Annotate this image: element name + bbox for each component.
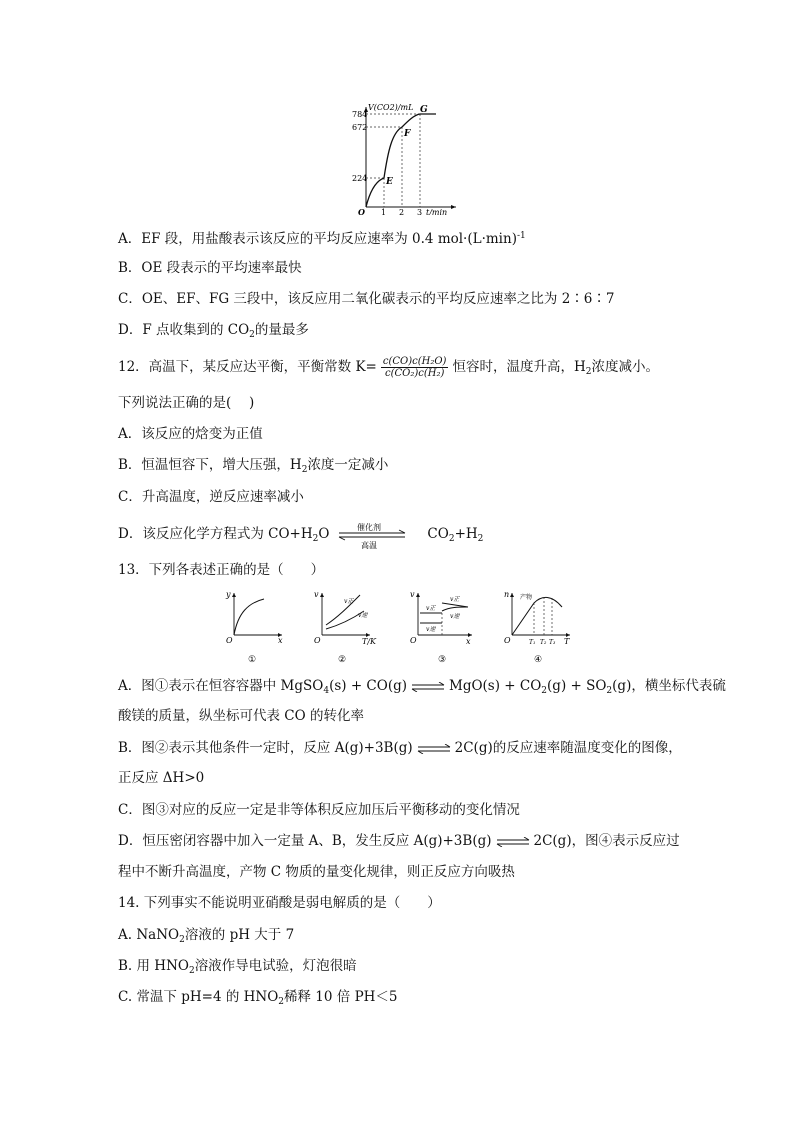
svg-text:催化剂: 催化剂 [357, 522, 382, 532]
equilibrium-arrow [417, 744, 451, 754]
point-g: G [420, 105, 428, 115]
point-e: E [386, 177, 393, 187]
q13-option-b-line2: 正反应 ΔH>0 [118, 770, 205, 786]
graph-2 [314, 590, 377, 665]
svg-text:T/K: T/K [362, 637, 377, 646]
q12-option-c: C．升高温度，逆反应速率减小 [118, 489, 304, 505]
svg-text:v正: v正 [450, 596, 460, 603]
svg-text:y: y [226, 590, 231, 599]
svg-text:v: v [410, 590, 415, 599]
q14-option-a: A. NaNO$_2$溶液的 pH 大于 7 [118, 927, 295, 945]
origin-label: O [358, 207, 365, 215]
graph-1 [225, 590, 283, 665]
svg-text:T₁: T₁ [529, 639, 536, 646]
svg-text:v: v [314, 590, 319, 599]
q13-graphs [222, 587, 584, 667]
svg-text:x: x [466, 637, 471, 646]
q13-option-c: C．图③对应的反应一定是非等体积反应加压后平衡移动的变化情况 [118, 802, 520, 818]
svg-text:v逆: v逆 [450, 613, 460, 620]
equilibrium-arrow [411, 682, 445, 692]
svg-text:高温: 高温 [361, 540, 378, 550]
equilibrium-constant-fraction: $\frac{\text{c(CO)c(H₂O)}}{\text{c(CO₂)c(H₂)}}$ [382, 356, 447, 379]
svg-text:n: n [504, 590, 510, 599]
svg-text:O: O [314, 636, 321, 645]
graph-1-label: ① [248, 655, 257, 665]
svg-text:O: O [226, 636, 233, 645]
q13-option-a-line1: A．图①表示在恒容容器中 MgSO$_4$(s) + CO(g) $MgO(s) + CO_2(g) + SO_2(g)$，横坐标代表硫 [118, 678, 726, 696]
x-tick-1: 1 [381, 208, 387, 215]
svg-text:v逆: v逆 [358, 612, 368, 619]
q11-option-d: D．F 点收集到的 $CO_2$的量最多 [118, 322, 309, 340]
svg-text:T: T [564, 637, 570, 646]
q13-stem: 13．下列各表述正确的是（ ） [118, 562, 325, 578]
graph-4 [504, 590, 570, 665]
svg-text:T₂: T₂ [540, 639, 547, 646]
y-tick-784: 784 [352, 110, 368, 119]
x-axis-label: t/min [426, 208, 448, 215]
svg-text:v正: v正 [426, 605, 436, 612]
svg-text:O: O [410, 636, 417, 645]
q13-option-d-line2: 程中不断升高温度，产物 C 物质的量变化规律，则正反应方向吸热 [118, 864, 515, 880]
x-tick-3: 3 [417, 208, 423, 215]
q12-option-b: B．恒温恒容下，增大压强，$H_2$浓度一定减小 [118, 457, 389, 475]
graph-3 [410, 590, 472, 665]
q12-stem-line2: 下列说法正确的是( ) [118, 395, 255, 411]
svg-text:v正: v正 [344, 598, 354, 605]
q13-option-d-line1: D．恒压密闭容器中加入一定量 A、B，发生反应 A(g)+3B(g) 2C(g)，图④表示反应过 [118, 833, 680, 849]
q13-option-a-line2: 酸镁的质量，纵坐标可代表 CO 的转化率 [118, 708, 364, 724]
svg-text:T₃: T₃ [549, 639, 556, 646]
q14-option-b: B. 用 $HNO_2$溶液作导电试验，灯泡很暗 [118, 958, 357, 976]
y-axis-label: V(CO2)/mL [368, 103, 414, 112]
q11-option-b: B．OE 段表示的平均速率最快 [118, 260, 302, 276]
graph-3-label: ③ [438, 655, 447, 665]
graph-2-label: ② [338, 655, 347, 665]
q12-option-a: A．该反应的焓变为正值 [118, 426, 263, 442]
co2-curve [366, 114, 436, 207]
svg-text:v逆: v逆 [426, 626, 436, 633]
svg-text:x: x [278, 636, 283, 645]
equilibrium-arrow [496, 837, 530, 847]
x-tick-2: 2 [399, 208, 405, 215]
point-f: F [404, 129, 411, 139]
q11-option-a: A．EF 段，用盐酸表示该反应的平均反应速率为 0.4 $mol\cdot(L\cdot\min)^{-1}$ [118, 231, 526, 247]
co2-volume-graph [352, 103, 462, 215]
q12-stem: 12．高温下，某反应达平衡，平衡常数 K= $\frac{\text{c(CO)c(H₂O)}}{\text{c(CO₂)c(H₂)}}$ 恒容时，温度升高，$H_2$浓度减小。 [118, 356, 659, 379]
svg-text:产物: 产物 [520, 594, 533, 601]
catalyst-equilibrium-arrow [335, 520, 411, 550]
q14-option-c: C. 常温下 pH=4 的 $HNO_2$稀释 10 倍 PH＜5 [118, 989, 398, 1007]
graph-4-label: ④ [534, 655, 543, 665]
svg-text:O: O [504, 636, 511, 645]
y-tick-672: 672 [352, 123, 368, 132]
y-tick-224: 224 [352, 174, 368, 183]
q11-option-c: C．OE、EF、FG 三段中，该反应用二氧化碳表示的平均反应速率之比为 2∶6∶7 [118, 291, 615, 307]
q13-option-b-line1: B．图②表示其他条件一定时，反应 A(g)+3B(g) 2C(g)的反应速率随温度变化的图像， [118, 740, 682, 756]
q14-stem: 14. 下列事实不能说明亚硝酸是弱电解质的是（ ） [118, 895, 441, 911]
q12-option-d: D．该反应化学方程式为 $CO+H_2O$ 催化剂 高温 $CO_2+H_2$ [118, 518, 483, 550]
